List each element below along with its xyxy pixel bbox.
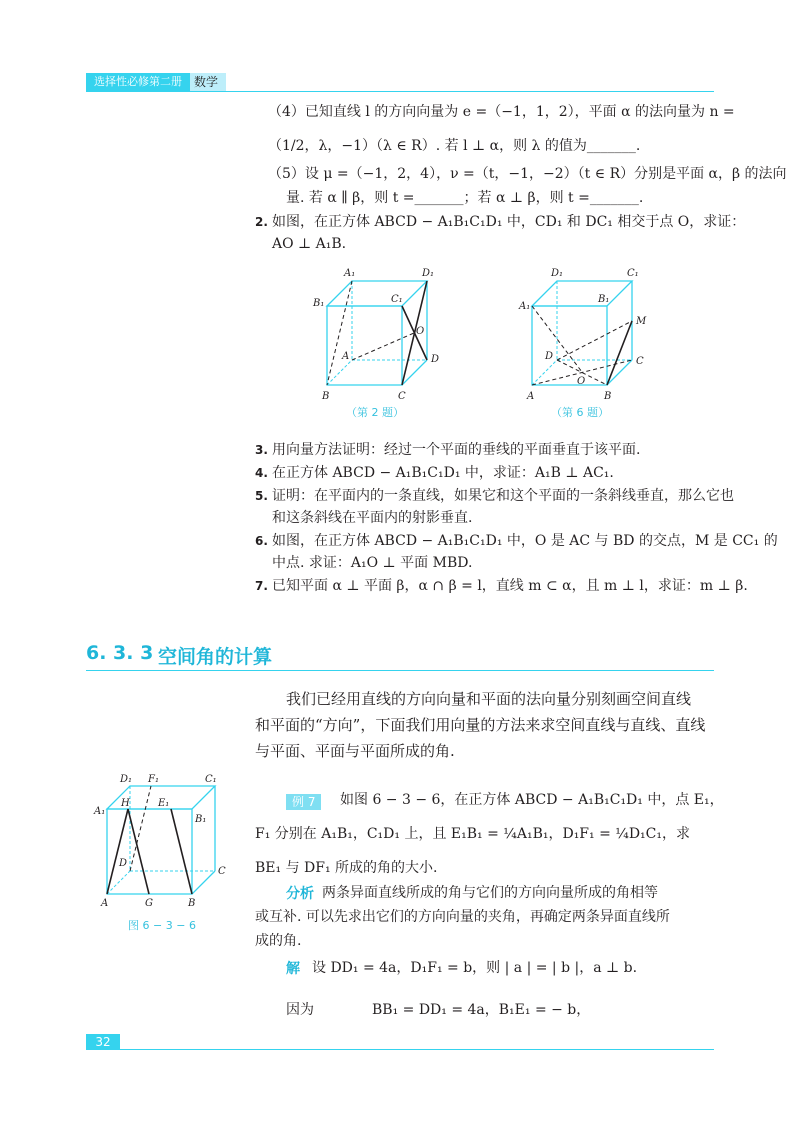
- fig6-label-d: D: [545, 351, 554, 362]
- fig2-label-a: A: [342, 351, 350, 362]
- fig636-label-e1: E₁: [158, 798, 170, 809]
- fig636-label-c: C: [218, 866, 226, 877]
- question-6-line-2: 中点. 求证：A₁O ⊥ 平面 MBD.: [272, 555, 473, 571]
- fig636-label-b: B: [188, 898, 196, 909]
- question-4-number: 4.: [255, 466, 268, 480]
- because-line-1: BB₁ = DD₁ = 4a，B₁E₁ = − b，: [372, 1002, 591, 1018]
- header-subject: 数学: [194, 75, 219, 89]
- question-4-text: 在正方体 ABCD − A₁B₁C₁D₁ 中，求证：A₁B ⊥ AC₁.: [272, 465, 614, 481]
- example-7-tag: [286, 791, 321, 810]
- fig6-label-m: M: [636, 316, 647, 327]
- fig2-label-b1: B₁: [313, 298, 325, 309]
- question-3-text: 用向量方法证明：经过一个平面的垂线的平面垂直于该平面.: [272, 442, 641, 458]
- exercise-4-line-2: （1/2，λ，−1）（λ ∈ R）. 若 l ⊥ α，则 λ 的值为_______.: [268, 138, 641, 154]
- exercise-4-line-1: （4）已知直线 l 的方向向量为 e =（−1，1，2），平面 α 的法向量为 n =: [268, 104, 735, 120]
- question-2-line-2: AO ⊥ A₁B.: [272, 236, 347, 252]
- question-7-number: 7.: [255, 579, 268, 593]
- example-7-line-2: F₁ 分别在 A₁B₁，C₁D₁ 上，且 E₁B₁ = ¼A₁B₁，D₁F₁ = ¼D₁C₁，求: [255, 826, 690, 842]
- fig636-label-b1: B₁: [195, 814, 207, 825]
- fig6-label-b1: B₁: [598, 294, 610, 305]
- page-number: 32: [86, 1034, 120, 1050]
- question-2-line-1: 如图，在正方体 ABCD − A₁B₁C₁D₁ 中，CD₁ 和 DC₁ 相交于点 O，求证：: [272, 214, 746, 230]
- fig6-label-d1: D₁: [551, 268, 564, 279]
- analysis-line-2: 或互补. 可以先求出它们的方向向量的夹角，再确定两条异面直线所: [255, 909, 670, 925]
- figure-q2-caption: （第 2 题）: [346, 406, 404, 419]
- intro-line-1: 我们已经用直线的方向向量和平面的法向量分别刻画空间直线: [286, 690, 692, 708]
- section-title: 空间角的计算: [158, 646, 273, 668]
- fig6-label-a: A: [527, 391, 535, 402]
- fig2-label-a1: A₁: [344, 268, 356, 279]
- header-book-tag: 选择性必修第二册: [86, 73, 190, 91]
- figure-6-3-6-caption: 图 6 − 3 − 6: [128, 919, 196, 932]
- section-number: 6. 3. 3: [86, 642, 154, 664]
- figure-6-3-6-cube: [92, 770, 232, 910]
- solution-line-1: 设 DD₁ = 4a，D₁F₁ = b，则 | a | = | b |，a ⊥ b.: [312, 960, 638, 976]
- fig636-label-f1: F₁: [148, 774, 159, 785]
- question-2-number: 2.: [255, 215, 268, 229]
- question-3-number: 3.: [255, 443, 268, 457]
- fig636-label-c1: C₁: [205, 774, 217, 785]
- figure-q6-caption: （第 6 题）: [551, 406, 609, 419]
- exercise-5-line-2: 量. 若 α ∥ β，则 t =_______；若 α ⊥ β，则 t =_______.: [286, 190, 644, 206]
- question-6-line-1: 如图，在正方体 ABCD − A₁B₁C₁D₁ 中，O 是 AC 与 BD 的交点，M 是 CC₁ 的: [272, 533, 778, 549]
- fig2-label-d1: D₁: [422, 268, 435, 279]
- section-rule: [86, 670, 714, 671]
- question-5-line-2: 和这条斜线在平面内的射影垂直.: [272, 510, 473, 526]
- fig636-label-a1: A₁: [94, 806, 106, 817]
- because-label: 因为: [286, 1002, 314, 1018]
- fig6-label-o: O: [577, 376, 586, 387]
- fig6-label-b: B: [604, 391, 612, 402]
- figure-q2-cube: [310, 262, 460, 422]
- fig6-label-c1: C₁: [627, 268, 639, 279]
- question-7-text: 已知平面 α ⊥ 平面 β，α ∩ β = l，直线 m ⊂ α，且 m ⊥ l，求证：m ⊥ β.: [272, 578, 748, 594]
- example-7-tag-label: 例 7: [286, 794, 321, 810]
- figure-q6-cube: [515, 262, 665, 422]
- header-rule: [86, 91, 714, 92]
- analysis-line-1: 两条异面直线所成的角与它们的方向向量所成的角相等: [322, 885, 658, 901]
- fig2-label-d: D: [431, 354, 440, 365]
- fig6-label-c: C: [636, 356, 644, 367]
- fig2-label-o: O: [416, 326, 425, 337]
- exercise-5-line-1: （5）设 μ =（−1，2，4），ν =（t，−1，−2）（t ∈ R）分别是平面 α，β 的法向: [268, 166, 787, 182]
- fig636-label-g: G: [145, 898, 153, 909]
- example-7-line-3: BE₁ 与 DF₁ 所成的角的大小.: [255, 860, 438, 876]
- question-5-line-1: 证明：在平面内的一条直线，如果它和这个平面的一条斜线垂直，那么它也: [272, 488, 734, 504]
- fig636-label-h: H: [121, 798, 130, 809]
- fig2-label-b: B: [322, 391, 330, 402]
- intro-line-2: 和平面的“方向”，下面我们用向量的方法来求空间直线与直线、直线: [255, 716, 706, 734]
- fig2-label-c1: C₁: [391, 294, 403, 305]
- fig6-label-a1: A₁: [519, 301, 531, 312]
- solution-label: 解: [286, 961, 300, 977]
- intro-line-3: 与平面、平面与平面所成的角.: [255, 742, 455, 760]
- fig636-label-d: D: [119, 858, 128, 869]
- question-6-number: 6.: [255, 534, 268, 548]
- fig636-label-d1: D₁: [120, 774, 133, 785]
- example-7-line-1: 如图 6 − 3 − 6，在正方体 ABCD − A₁B₁C₁D₁ 中，点 E₁，: [340, 792, 724, 808]
- analysis-line-3: 成的角.: [255, 933, 302, 949]
- analysis-label: 分析: [286, 886, 314, 902]
- question-5-number: 5.: [255, 489, 268, 503]
- fig2-label-c: C: [398, 391, 406, 402]
- footer-rule: [120, 1049, 714, 1050]
- fig636-label-a: A: [101, 898, 109, 909]
